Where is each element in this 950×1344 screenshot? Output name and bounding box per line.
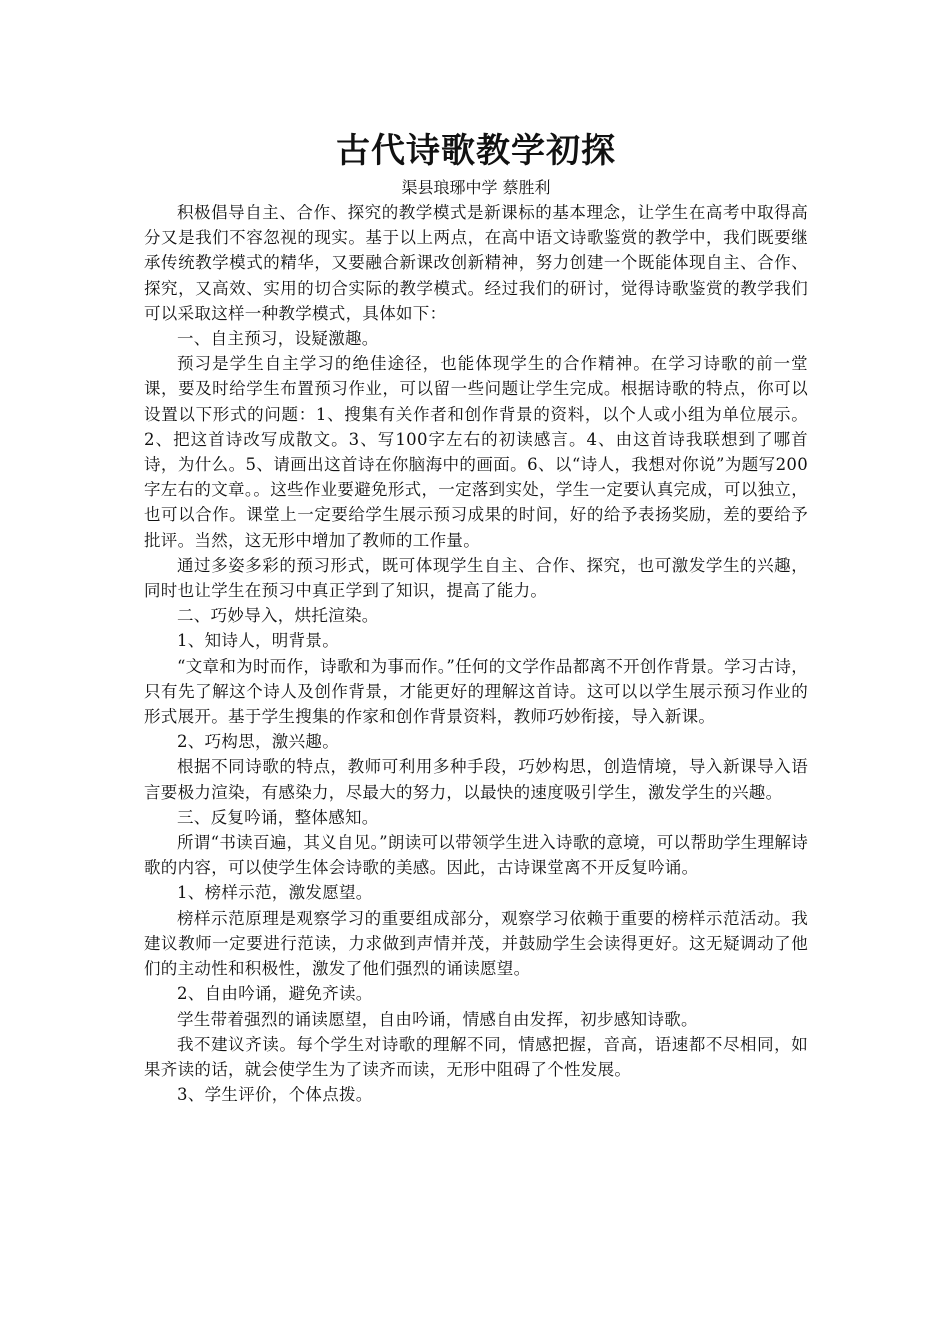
paragraph-intro: 积极倡导自主、合作、探究的教学模式是新课标的基本理念，让学生在高考中取得高分又是我们不容忽视的现实。基于以上两点，在高中语文诗歌鉴赏的教学中，我们既要继承传统教学模式的精华，又要融合新课改创新精神，努力创建一个既能体现自主、合作、探究，又高效、实用的切合实际的教学模式。经过我们的研讨，觉得诗歌鉴赏的教学我们可以采取这样一种教学模式，具体如下： — [144, 203, 808, 323]
subheading-3-1: 1、榜样示范，激发愿望。 — [177, 883, 373, 903]
paragraph-preview: 预习是学生自主学习的绝佳途径，也能体现学生的合作精神。在学习诗歌的前一堂课，要及时给学生布置预习作业，可以留一些问题让学生完成。根据诗歌的特点，你可以设置以下形式的问题：1、搜集有关作者和创作背景的资料，以个人或小组为单位展示。2、把这首诗改写成散文。3、写100字左右的初读感言。4、由这首诗我联想到了哪首诗，为什么。5、请画出这首诗在你脑海中的画面。6、以“诗人，我想对你说”为题写200字左右的文章。。这些作业要避免形式，一定落到实处，学生一定要认真完成，可以独立，也可以合作。课堂上一定要给学生展示预习成果的时间，好的给予表扬奖励，差的要给予批评。当然，这无形中增加了教师的工作量。 — [144, 354, 808, 550]
document-page — [144, 128, 808, 1107]
paragraph-background: “文章和为时而作，诗歌和为事而作。”任何的文学作品都离不开创作背景。学习古诗，只有先了解这个诗人及创作背景，才能更好的理解这首诗。这可以以学生展示预习作业的形式展开。基于学生搜集的作家和创作背景资料，教师巧妙衔接，导入新课。 — [144, 656, 808, 727]
paragraph-reading: 所谓“书读百遍，其义自见。”朗读可以带领学生进入诗歌的意境，可以帮助学生理解诗歌的内容，可以使学生体会诗歌的美感。因此，古诗课堂离不开反复吟诵。 — [144, 833, 808, 878]
document-title: 古代诗歌教学初探 — [336, 131, 616, 171]
paragraph-preview-summary: 通过多姿多彩的预习形式，既可体现学生自主、合作、探究，也可激发学生的兴趣，同时也让学生在预习中真正学到了知识，提高了能力。 — [144, 555, 808, 601]
paragraph-no-unison: 我不建议齐读。每个学生对诗歌的理解不同，情感把握，音高，语速都不尽相同，如果齐读的话，就会使学生为了读齐而读，无形中阻碍了个性发展。 — [144, 1034, 808, 1079]
paragraph-demonstration: 榜样示范原理是观察学习的重要组成部分，观察学习依赖于重要的榜样示范活动。我建议教师一定要进行范读，力求做到声情并茂，并鼓励学生会读得更好。这无疑调动了他们的主动性和积极性，激发了他们强烈的诵读愿望。 — [144, 908, 808, 979]
paragraph-introduction: 根据不同诗歌的特点，教师可利用多种手段，巧妙构思，创造情境，导入新课导入语言要极力渲染，有感染力，尽最大的努力，以最快的速度吸引学生，激发学生的兴趣。 — [144, 757, 808, 802]
heading-section-1: 一、自主预习，设疑激趣。 — [177, 329, 379, 349]
subheading-2-2: 2、巧构思，激兴趣。 — [177, 732, 339, 752]
heading-section-3: 三、反复吟诵，整体感知。 — [177, 807, 379, 827]
subheading-2-1: 1、知诗人，明背景。 — [177, 631, 339, 651]
subheading-3-2: 2、自由吟诵，避免齐读。 — [177, 984, 373, 1004]
paragraph-free-reading: 学生带着强烈的诵读愿望，自由吟诵，情感自由发挥，初步感知诗歌。 — [177, 1009, 698, 1029]
heading-section-2: 二、巧妙导入，烘托渲染。 — [177, 606, 379, 626]
document-author: 渠县琅琊中学 蔡胜利 — [401, 178, 551, 197]
subheading-3-3: 3、学生评价，个体点拨。 — [177, 1085, 373, 1105]
